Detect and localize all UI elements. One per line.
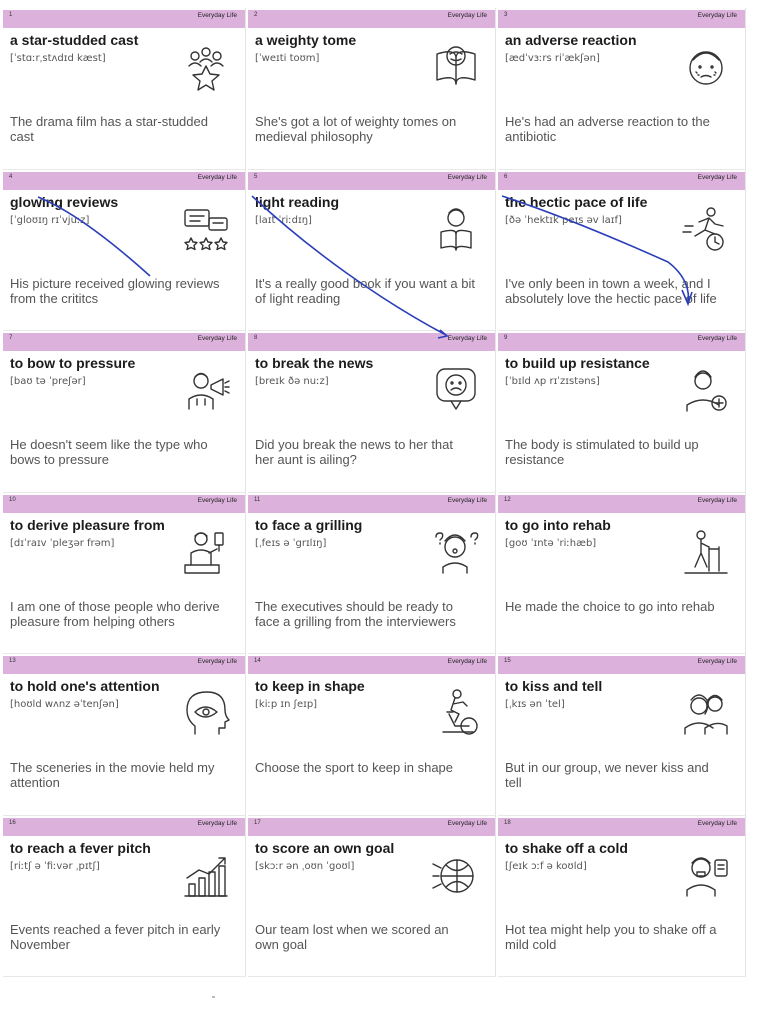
category-label: Everyday Life [197, 335, 237, 342]
card-number: 1 [9, 12, 13, 18]
questioned-person-icon [431, 527, 481, 577]
card-number: 18 [504, 819, 511, 826]
card-number: 6 [504, 173, 508, 180]
flashcard-14 [248, 654, 496, 816]
phonetic-transcription: [baʊ tə ˈpreʃər] [10, 376, 86, 387]
flashcard-9 [498, 331, 746, 493]
phrase-title: to kiss and tell [505, 678, 603, 694]
flashcard-15 [498, 654, 746, 816]
phrase-title: the hectic pace of life [505, 193, 648, 210]
category-label: Everyday Life [197, 658, 237, 665]
category-label: Everyday Life [447, 496, 487, 504]
phonetic-transcription: [kiːp ɪn ʃeɪp] [255, 699, 318, 710]
category-label: Everyday Life [697, 658, 737, 665]
phonetic-transcription: [laɪt ˈriːdɪŋ] [255, 214, 312, 226]
flashcard-3 [498, 8, 746, 170]
exercise-bike-icon [431, 688, 481, 738]
category-label: Everyday Life [197, 819, 237, 827]
category-label: Everyday Life [197, 12, 237, 19]
phrase-title: to derive pleasure from [10, 516, 165, 533]
phonetic-transcription: [riːtʃ ə ˈfiːvər ˌpɪtʃ] [10, 860, 100, 872]
reading-person-icon [431, 204, 481, 254]
review-stars-icon [181, 204, 231, 254]
flashcard-12 [498, 493, 746, 655]
phonetic-transcription: [breɪk ðə nuːz] [255, 376, 329, 387]
phonetic-transcription: [ðə ˈhektɪk peɪs əv laɪf] [505, 214, 622, 226]
phrase-title: an adverse reaction [505, 32, 637, 48]
helping-person-icon [181, 527, 231, 577]
phonetic-transcription: [skɔːr ən ˌoʊn ˈgoʊl] [255, 860, 355, 872]
card-number: 4 [9, 173, 13, 180]
category-label: Everyday Life [197, 496, 237, 504]
scan-speck [212, 996, 215, 998]
phrase-title: to score an own goal [255, 839, 395, 856]
card-number: 5 [254, 173, 258, 180]
example-sentence: Our team lost when we scored an own goal [255, 921, 449, 952]
phonetic-transcription: [ˈbɪld ʌp rɪˈzɪstəns] [505, 376, 600, 387]
phrase-title: glowing reviews [10, 193, 119, 210]
phrase-title: to keep in shape [255, 678, 365, 694]
phrase-title: to hold one's attention [10, 678, 160, 694]
example-sentence: Hot tea might help you to shake off a mild cold [505, 921, 717, 952]
phrase-title: to bow to pressure [10, 355, 136, 371]
category-label: Everyday Life [447, 335, 487, 342]
flashcard-8 [248, 331, 496, 493]
phrase-title: a star-studded cast [10, 32, 139, 48]
rehab-walker-icon [681, 527, 731, 577]
eye-head-icon [181, 688, 231, 738]
category-label: Everyday Life [697, 819, 737, 827]
phrase-title: to break the news [255, 355, 374, 371]
example-sentence: Did you break the news to her that her aunt is ailing? [255, 437, 454, 467]
card-number: 16 [9, 819, 16, 826]
gossip-people-icon [681, 688, 731, 738]
megaphone-person-icon [181, 365, 231, 415]
card-number: 12 [504, 496, 511, 503]
flashcard-16 [3, 816, 246, 978]
phonetic-transcription: [ˈstɑːrˌstʌdɪd kæst] [10, 53, 106, 64]
example-sentence: He's had an adverse reaction to the antibiotic [505, 114, 710, 144]
flashcard-11 [248, 493, 496, 655]
flashcard-4 [3, 170, 246, 332]
category-label: Everyday Life [197, 173, 237, 181]
phrase-title: to go into rehab [505, 516, 611, 533]
phonetic-transcription: [ˌfeɪs ə ˈgrɪlɪŋ] [255, 537, 327, 549]
example-sentence: He made the choice to go into rehab [505, 598, 715, 614]
card-number: 9 [504, 335, 508, 341]
card-number: 2 [254, 12, 258, 18]
example-sentence: The sceneries in the movie held my attention [10, 760, 215, 790]
category-label: Everyday Life [447, 658, 487, 665]
phrase-title: a weighty tome [255, 32, 357, 48]
card-number: 11 [254, 496, 261, 503]
example-sentence: She's got a lot of weighty tomes on medieval philosophy [255, 114, 457, 144]
example-sentence: I've only been in town a week, and I absolutely love the hectic pace of life [505, 275, 717, 306]
example-sentence: He doesn't seem like the type who bows to pressure [10, 437, 208, 467]
example-sentence: Choose the sport to keep in shape [255, 760, 454, 775]
category-label: Everyday Life [697, 335, 737, 342]
phonetic-transcription: [ædˈvɜːrs riˈækʃən] [505, 53, 600, 64]
immune-person-icon [681, 365, 731, 415]
phonetic-transcription: [dɪˈraɪv ˈpleʒər frəm] [10, 537, 115, 549]
phrase-title: to reach a fever pitch [10, 839, 151, 856]
flashcard-2 [248, 8, 496, 170]
example-sentence: The executives should be ready to face a grilling from the interviewers [255, 598, 456, 629]
category-label: Everyday Life [447, 819, 487, 827]
phonetic-transcription: [hoʊld wʌnz əˈtenʃən] [10, 699, 119, 710]
phrase-title: to build up resistance [505, 355, 650, 371]
flashcard-17 [248, 816, 496, 978]
phrase-title: to shake off a cold [505, 839, 628, 856]
flashcard-13 [3, 654, 246, 816]
example-sentence: I am one of those people who derive pleasure from helping others [10, 598, 220, 629]
example-sentence: The drama film has a star-studded cast [10, 114, 208, 144]
example-sentence: Events reached a fever pitch in early November [10, 921, 221, 952]
category-label: Everyday Life [697, 173, 737, 181]
example-sentence: But in our group, we never kiss and tell [505, 760, 709, 790]
rash-face-icon [681, 42, 731, 92]
flashcard-6 [498, 170, 746, 332]
example-sentence: The body is stimulated to build up resistance [505, 437, 699, 467]
flashcard-7 [3, 331, 246, 493]
example-sentence: His picture received glowing reviews from the crititcs [10, 275, 220, 306]
card-number: 8 [254, 335, 258, 341]
category-label: Everyday Life [697, 12, 737, 19]
flashcard-18 [498, 816, 746, 978]
rising-chart-icon [181, 850, 231, 900]
phrase-title: light reading [255, 193, 339, 210]
category-label: Everyday Life [697, 496, 737, 504]
card-number: 7 [9, 335, 13, 341]
book-brain-icon [431, 42, 481, 92]
category-label: Everyday Life [447, 173, 487, 181]
flashcard-5 [248, 170, 496, 332]
sad-speech-icon [431, 365, 481, 415]
card-number: 10 [9, 496, 16, 503]
phonetic-transcription: [ʃeɪk ɔːf ə koʊld] [505, 860, 587, 872]
soccer-ball-icon [431, 850, 481, 900]
flashcard-1 [3, 8, 246, 170]
sick-person-icon [681, 850, 731, 900]
phrase-title: to face a grilling [255, 516, 363, 533]
phonetic-transcription: [goʊ ˈɪntə ˈriːhæb] [505, 537, 597, 549]
card-number: 3 [504, 12, 508, 18]
card-number: 14 [254, 658, 261, 664]
phonetic-transcription: [ˈgloʊɪŋ rɪˈvjuːz] [10, 214, 90, 226]
phonetic-transcription: [ˈweɪti toʊm] [255, 53, 320, 64]
flashcard-10 [3, 493, 246, 655]
card-number: 13 [9, 658, 16, 664]
card-number: 15 [504, 658, 511, 664]
category-label: Everyday Life [447, 12, 487, 19]
example-sentence: It's a really good book if you want a bit of light reading [255, 275, 475, 306]
flashcard-grid [3, 8, 746, 977]
star-cast-icon [181, 42, 231, 92]
running-clock-icon [681, 204, 731, 254]
card-number: 17 [254, 819, 261, 826]
phonetic-transcription: [ˌkɪs ən ˈtel] [505, 699, 565, 710]
